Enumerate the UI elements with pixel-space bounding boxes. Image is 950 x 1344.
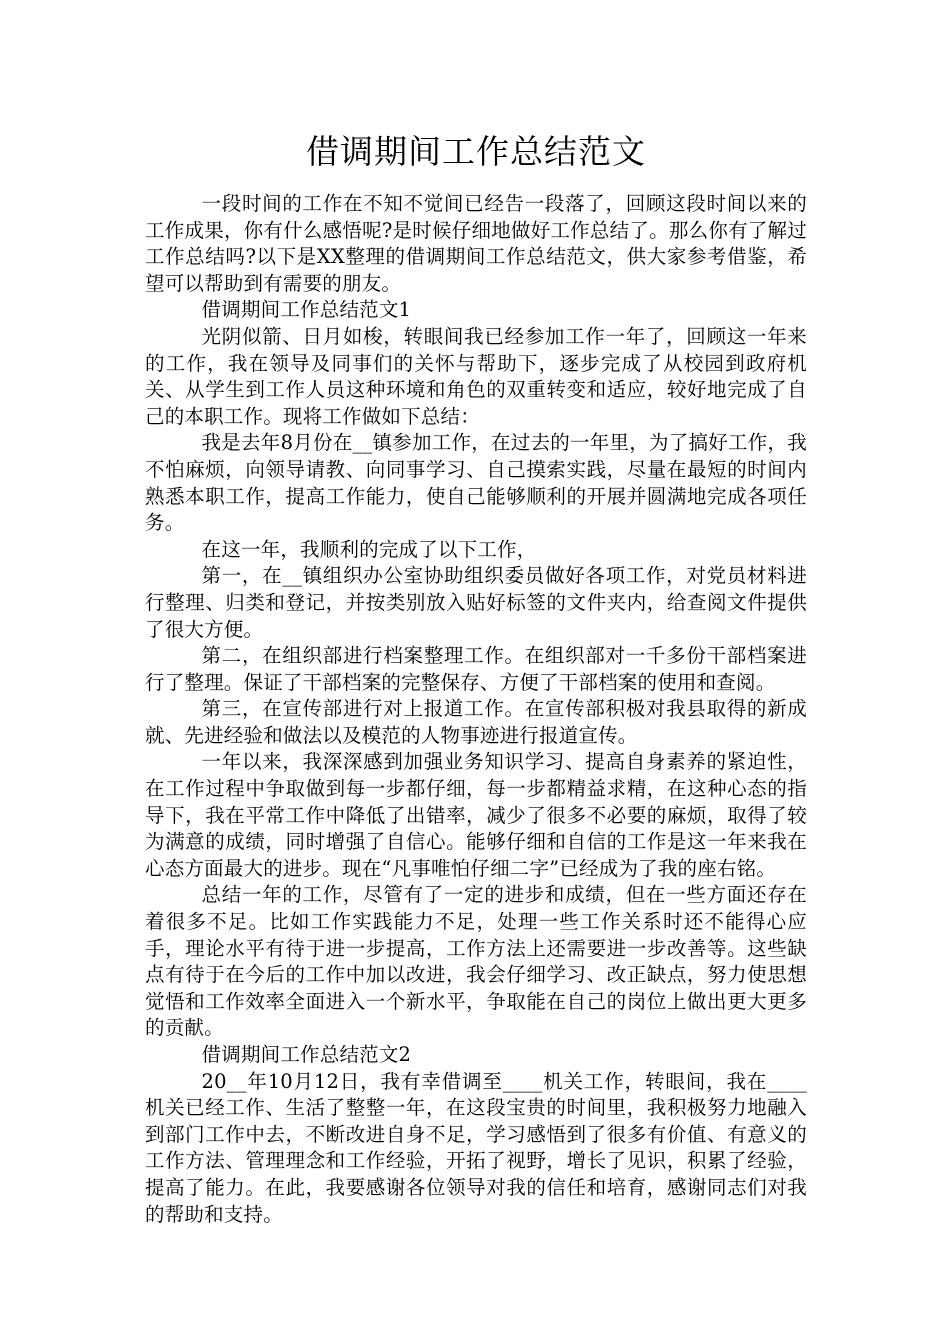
section-heading-1: 借调期间工作总结范文1 (201, 298, 412, 322)
body-paragraph: 总结一年的工作，尽管有了一定的进步和成绩，但在一些方面还存在着很多不足。比如工作实践能力不足，处理一些工作关系时还不能得心应手，理论水平有待于进一步提高，工作方法上还需要进一步改善等。这些缺点有待于在今后的工作中加以改进，我会仔细学习、改正缺点，努力使思想觉悟和工作效率全面进入一个新水平，争取能在自己的岗位上做出更大更多的贡献。 (145, 883, 807, 1040)
body-paragraph: 第二，在组织部进行档案整理工作。在组织部对一千多份干部档案进行了整理。保证了干部档案的完整保存、方便了干部档案的使用和查阅。 (145, 644, 807, 694)
intro-paragraph: 一段时间的工作在不知不觉间已经告一段落了，回顾这段时间以来的工作成果，你有什么感悟呢?是时候仔细地做好工作总结了。那么你有了解过工作总结吗?以下是XX整理的借调期间工作总结范文，供大家参考借鉴，希望可以帮助到有需要的朋友。 (145, 192, 807, 295)
section-heading-2: 借调期间工作总结范文2 (201, 1043, 412, 1066)
body-paragraph: 20__年10月12日，我有幸借调至____机关工作，转眼间，我在____机关已经工作、生活了整整一年，在这段宝贵的时间里，我积极努力地融入到部门工作中去，不断改进自身不足，学习感悟到了很多有价值、有意义的工作方法、管理理念和工作经验，开拓了视野，增长了见识，积累了经验，提高了能力。在此，我要感谢各位领导对我的信任和培育，感谢同志们对我的帮助和支持。 (145, 1069, 807, 1226)
body-paragraph: 光阴似箭、日月如梭，转眼间我已经参加工作一年了，回顾这一年来的工作，我在领导及同事们的关怀与帮助下，逐步完成了从校园到政府机关、从学生到工作人员这种环境和角色的双重转变和适应，较好地完成了自己的本职工作。现将工作做如下总结： (145, 324, 807, 428)
body-paragraph: 一年以来，我深深感到加强业务知识学习、提高自身素养的紧迫性，在工作过程中争取做到每一步都仔细，每一步都精益求精，在这种心态的指导下，我在平常工作中降低了出错率，减少了很多不必要的麻烦，取得了较为满意的成绩，同时增强了自信心。能够仔细和自信的工作是这一年来我在心态方面最大的进步。现在“凡事唯怕仔细二字”已经成为了我的座右铭。 (145, 750, 807, 880)
body-paragraph: 第一，在__镇组织办公室协助组织委员做好各项工作，对党员材料进行整理、归类和登记，并按类别放入贴好标签的文件夹内，给查阅文件提供了很大方便。 (145, 564, 807, 641)
body-paragraph: 在这一年，我顺利的完成了以下工作， (201, 537, 537, 561)
document-title: 借调期间工作总结范文 (306, 132, 646, 171)
body-paragraph: 第三，在宣传部进行对上报道工作。在宣传部积极对我县取得的新成就、先进经验和做法以及模范的人物事迹进行报道宣传。 (145, 697, 807, 747)
document-page (145, 125, 807, 1228)
body-paragraph: 我是去年8月份在__镇参加工作，在过去的一年里，为了搞好工作，我不怕麻烦，向领导请教、向同事学习、自己摸索实践，尽量在最短的时间内熟悉本职工作，提高工作能力，使自己能够顺利的开展并圆满地完成各项任务。 (145, 431, 807, 535)
